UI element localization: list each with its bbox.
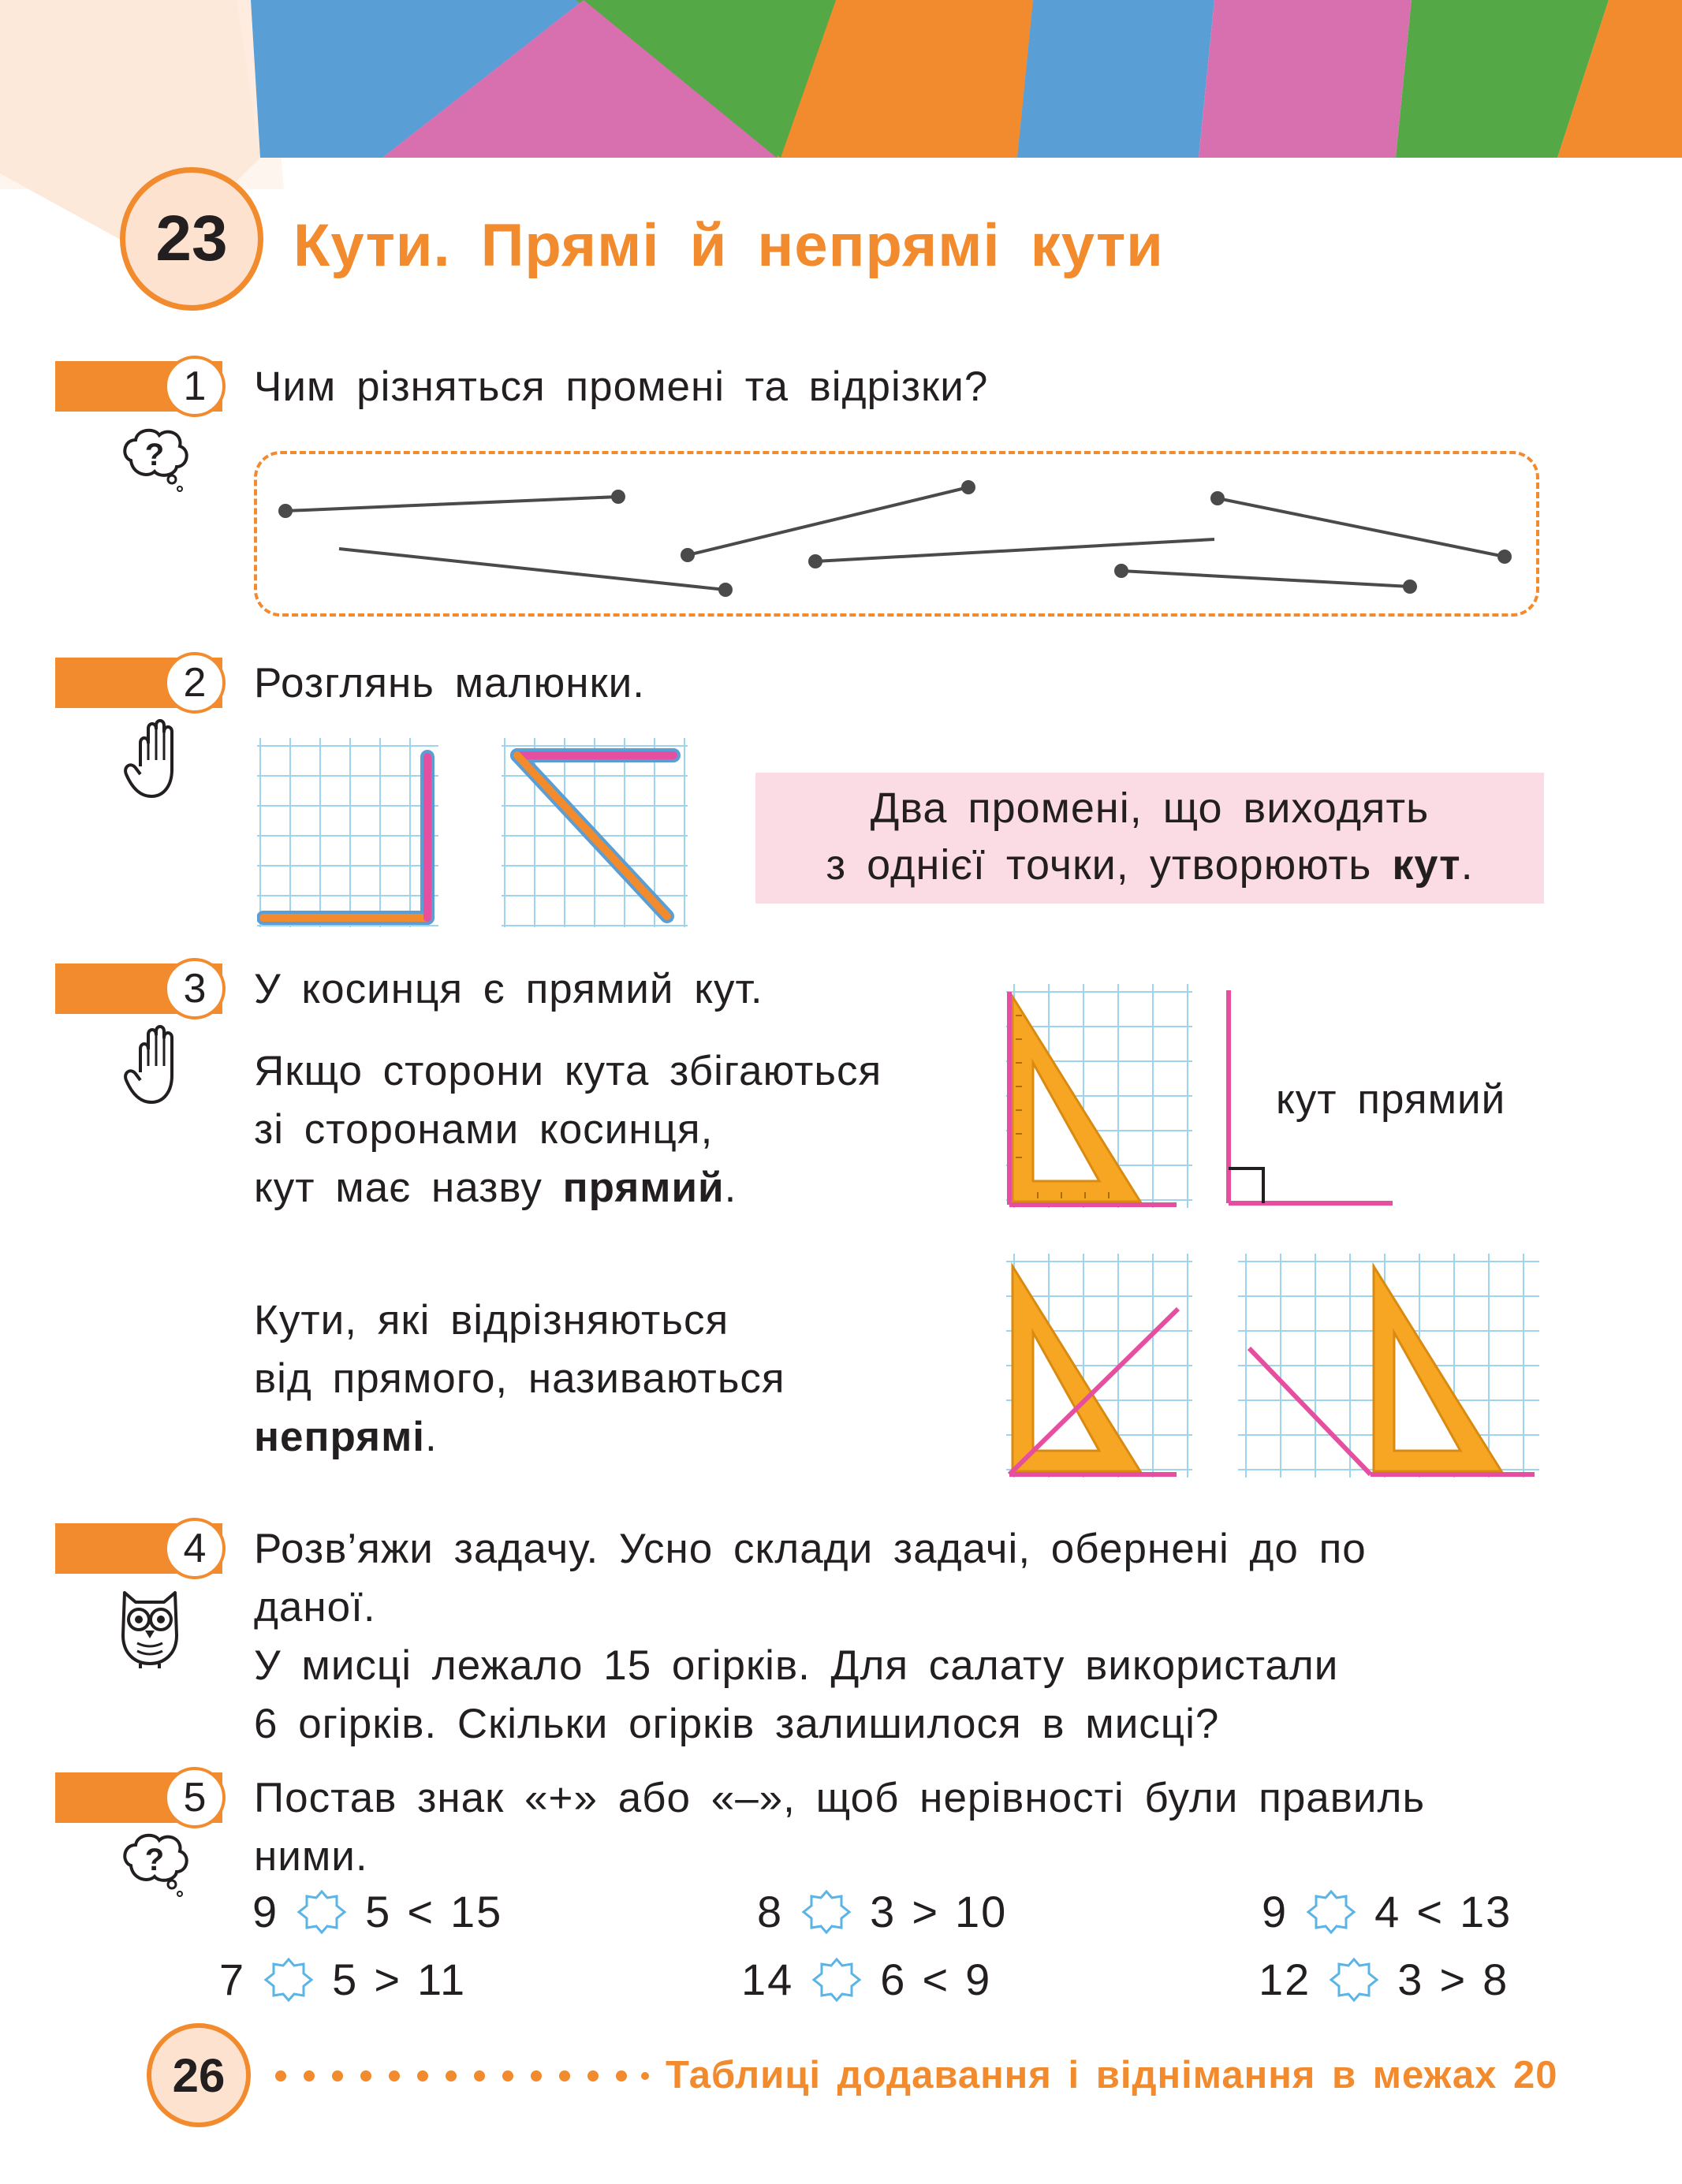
grid-angle-right xyxy=(257,738,438,927)
page-number: 26 xyxy=(172,2048,226,2102)
operand-b: 5 xyxy=(332,1955,359,2004)
task-1-text: Чим різняться промені та відрізки? xyxy=(254,363,989,410)
inequality-6 xyxy=(1259,1954,1509,2005)
footer-dots xyxy=(271,2064,650,2088)
right-angle-label: кут прямий xyxy=(1276,1076,1506,1123)
relation-sign: < xyxy=(1416,1887,1445,1936)
operand-b: 6 xyxy=(880,1955,907,2004)
rays-segments-drawing xyxy=(254,451,1539,617)
relation-sign: > xyxy=(1439,1955,1468,2004)
operand-a: 14 xyxy=(741,1955,794,2004)
svg-text:?: ? xyxy=(144,438,165,472)
non-right-angle-line-3 xyxy=(254,1408,438,1467)
relation-sign: > xyxy=(374,1955,402,2004)
inequality-4 xyxy=(219,1954,466,2005)
set-square-obtuse-angle xyxy=(1238,1254,1539,1478)
sign-blank-5[interactable] xyxy=(809,1956,864,2003)
task-2-text: Розглянь малюнки. xyxy=(254,660,645,706)
definition-line-2 xyxy=(755,840,1544,889)
operand-c: 8 xyxy=(1482,1955,1509,2004)
task-4-line-4: 6 огірків. Скільки огірків залишилося в мисці? xyxy=(254,1701,1220,1747)
inequality-3 xyxy=(1262,1886,1512,1937)
inequality-1 xyxy=(252,1886,502,1937)
lesson-title: Кути. Прямі й непрямі кути xyxy=(293,212,1164,279)
inequality-2 xyxy=(757,1886,1007,1937)
operand-a: 7 xyxy=(219,1955,246,2004)
right-angle-keyword: прямий xyxy=(562,1165,725,1211)
thinking-icon xyxy=(117,1828,192,1903)
task-1-number: 1 xyxy=(164,356,226,417)
definition-line-1: Два промені, що виходять xyxy=(870,785,1430,832)
non-right-angle-line-2: від прямого, називаються xyxy=(254,1355,785,1402)
set-square-right-angle xyxy=(1006,984,1192,1208)
hand-icon xyxy=(123,719,189,801)
set-square-acute-angle xyxy=(1006,1254,1192,1478)
sign-blank-6[interactable] xyxy=(1326,1956,1382,2003)
sign-blank-1[interactable] xyxy=(294,1888,349,1936)
svg-text:?: ? xyxy=(144,1843,165,1877)
thinking-icon xyxy=(117,423,192,498)
task-3-text: У косинця є прямий кут. xyxy=(254,966,763,1012)
right-angle-rule-line-3 xyxy=(254,1159,737,1217)
operand-b: 3 xyxy=(1397,1955,1424,2004)
operand-a: 12 xyxy=(1259,1955,1311,2004)
operand-a: 9 xyxy=(252,1887,279,1936)
task-3-number: 3 xyxy=(164,958,226,1019)
sign-blank-4[interactable] xyxy=(261,1956,316,2003)
operand-b: 4 xyxy=(1374,1887,1401,1936)
operand-c: 9 xyxy=(965,1955,992,2004)
sign-blank-3[interactable] xyxy=(1303,1888,1359,1936)
task-5-number: 5 xyxy=(164,1767,226,1828)
definition-end: . xyxy=(1460,841,1474,889)
hand-icon xyxy=(123,1025,189,1107)
page-number-badge xyxy=(147,2023,251,2127)
operand-b: 3 xyxy=(870,1887,897,1936)
angle-definition-box xyxy=(755,773,1544,904)
non-right-angle-end: . xyxy=(425,1414,438,1460)
grid-angle-acute xyxy=(502,738,688,927)
non-right-angle-line-1: Кути, які відрізняються xyxy=(254,1297,729,1344)
right-angle-rule-line-2: зі сторонами косинця, xyxy=(254,1106,714,1153)
lesson-number-badge xyxy=(120,167,263,311)
right-angle-rule-end: . xyxy=(724,1165,737,1211)
operand-b: 5 xyxy=(365,1887,392,1936)
lesson-number: 23 xyxy=(155,203,228,274)
relation-sign: < xyxy=(922,1955,950,2004)
task-4-line-1: Розв’яжи задачу. Усно склади задачі, обернені до по xyxy=(254,1526,1367,1572)
relation-sign: < xyxy=(407,1887,435,1936)
operand-c: 15 xyxy=(450,1887,503,1936)
section-title: Таблиці додавання і віднімання в межах 20 xyxy=(666,2054,1558,2096)
operand-a: 8 xyxy=(757,1887,784,1936)
non-right-angle-keyword: непрямі xyxy=(254,1414,426,1460)
operand-c: 10 xyxy=(955,1887,1008,1936)
definition-line-2-text: з однієї точки, утворюють xyxy=(826,841,1393,889)
operand-c: 11 xyxy=(417,1955,467,2004)
task-2-number: 2 xyxy=(164,652,226,714)
task-4-line-3: У мисці лежало 15 огірків. Для салату використали xyxy=(254,1642,1339,1689)
task-5-line-1: Постав знак «+» або «–», щоб нерівності були правиль xyxy=(254,1775,1426,1821)
operand-a: 9 xyxy=(1262,1887,1289,1936)
relation-sign: > xyxy=(912,1887,940,1936)
task-5-line-2: ними. xyxy=(254,1833,368,1880)
owl-icon xyxy=(114,1585,186,1670)
right-angle-rule-text: кут має назву xyxy=(254,1165,563,1211)
operand-c: 13 xyxy=(1460,1887,1512,1936)
task-4-line-2: даної. xyxy=(254,1584,376,1631)
task-4-number: 4 xyxy=(164,1518,226,1579)
definition-keyword: кут xyxy=(1392,841,1461,889)
inequality-5 xyxy=(741,1954,991,2005)
sign-blank-2[interactable] xyxy=(799,1888,854,1936)
right-angle-rule-line-1: Якщо сторони кута збігаються xyxy=(254,1048,882,1094)
